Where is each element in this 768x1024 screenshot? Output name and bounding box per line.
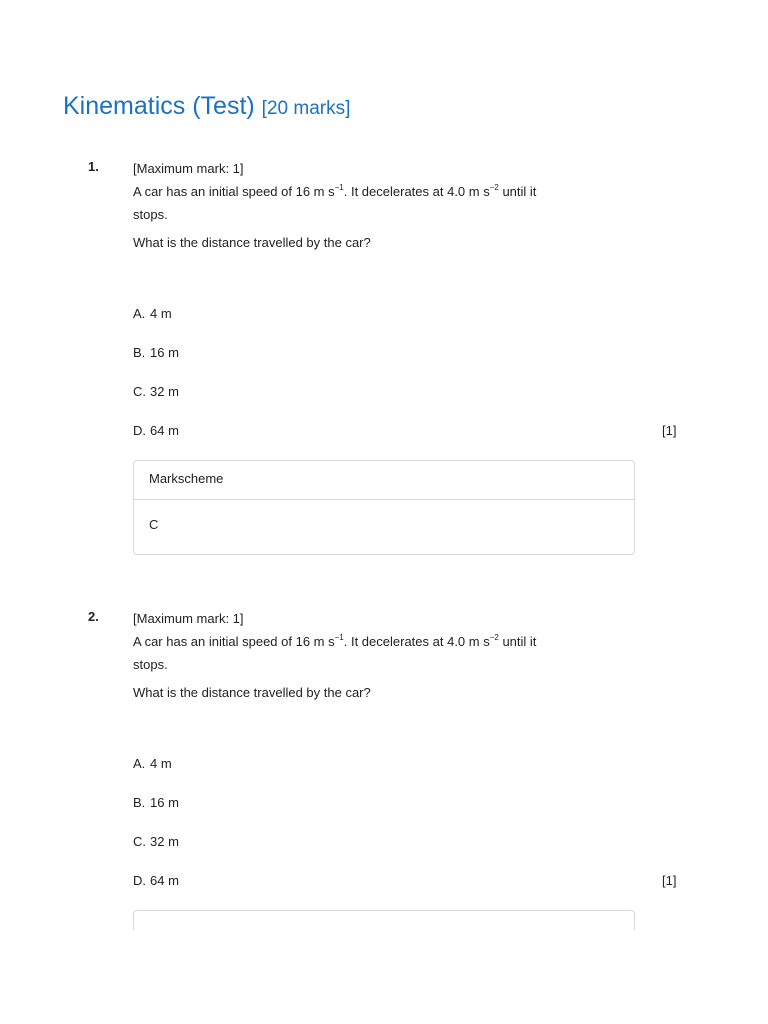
page-title xyxy=(63,88,350,127)
option-a[interactable] xyxy=(133,304,172,324)
option-letter: B. xyxy=(133,345,146,360)
question-number: 2. xyxy=(88,609,99,624)
max-mark-label: [Maximum mark: 1] xyxy=(133,161,244,176)
unit-exponent: −1 xyxy=(334,182,344,192)
unit-exponent: −2 xyxy=(489,632,499,642)
stem-text: . It decelerates at 4.0 m s xyxy=(343,634,490,649)
question-number: 1. xyxy=(88,159,99,174)
option-text: 4 m xyxy=(150,756,172,771)
question-stem xyxy=(133,607,573,676)
option-text: 16 m xyxy=(150,345,179,360)
option-letter: A. xyxy=(133,306,146,321)
option-b[interactable] xyxy=(133,343,179,363)
option-letter: B. xyxy=(133,795,146,810)
question-mark: [1] xyxy=(662,423,677,438)
unit-exponent: −1 xyxy=(334,632,344,642)
markscheme-header[interactable]: Markscheme xyxy=(134,461,634,500)
question-mark: [1] xyxy=(662,873,677,888)
markscheme-answer: C xyxy=(149,517,159,532)
option-text: 32 m xyxy=(150,834,179,849)
stem-text: until it xyxy=(498,634,537,649)
stem-line xyxy=(133,630,573,653)
stem-text: stops. xyxy=(133,657,168,672)
option-c[interactable] xyxy=(133,382,179,402)
option-letter: C. xyxy=(133,834,146,849)
option-text: 16 m xyxy=(150,795,179,810)
option-text: 64 m xyxy=(150,423,179,438)
option-d[interactable] xyxy=(133,421,179,441)
markscheme-panel xyxy=(133,460,635,555)
question-prompt: What is the distance travelled by the car? xyxy=(133,685,371,700)
option-letter: A. xyxy=(133,756,146,771)
option-text: 64 m xyxy=(150,873,179,888)
unit-exponent: −2 xyxy=(489,182,499,192)
stem-text: until it xyxy=(498,184,537,199)
option-letter: C. xyxy=(133,384,146,399)
stem-text: A car has an initial speed of 16 m s xyxy=(133,184,335,199)
question-1 xyxy=(0,157,768,567)
option-d[interactable] xyxy=(133,871,179,891)
option-text: 4 m xyxy=(150,306,172,321)
max-mark-label: [Maximum mark: 1] xyxy=(133,611,244,626)
question-prompt: What is the distance travelled by the car? xyxy=(133,235,371,250)
stem-line xyxy=(133,180,573,203)
option-c[interactable] xyxy=(133,832,179,852)
option-text: 32 m xyxy=(150,384,179,399)
total-marks: [20 marks] xyxy=(261,98,351,119)
option-a[interactable] xyxy=(133,754,172,774)
question-stem xyxy=(133,157,573,226)
option-letter: D. xyxy=(133,873,146,888)
option-letter: D. xyxy=(133,423,146,438)
stem-text: . It decelerates at 4.0 m s xyxy=(343,184,490,199)
option-b[interactable] xyxy=(133,793,179,813)
page-bottom-margin xyxy=(0,930,768,1024)
page-title-text: Kinematics (Test) xyxy=(63,92,255,120)
stem-text: A car has an initial speed of 16 m s xyxy=(133,634,335,649)
stem-text: stops. xyxy=(133,207,168,222)
